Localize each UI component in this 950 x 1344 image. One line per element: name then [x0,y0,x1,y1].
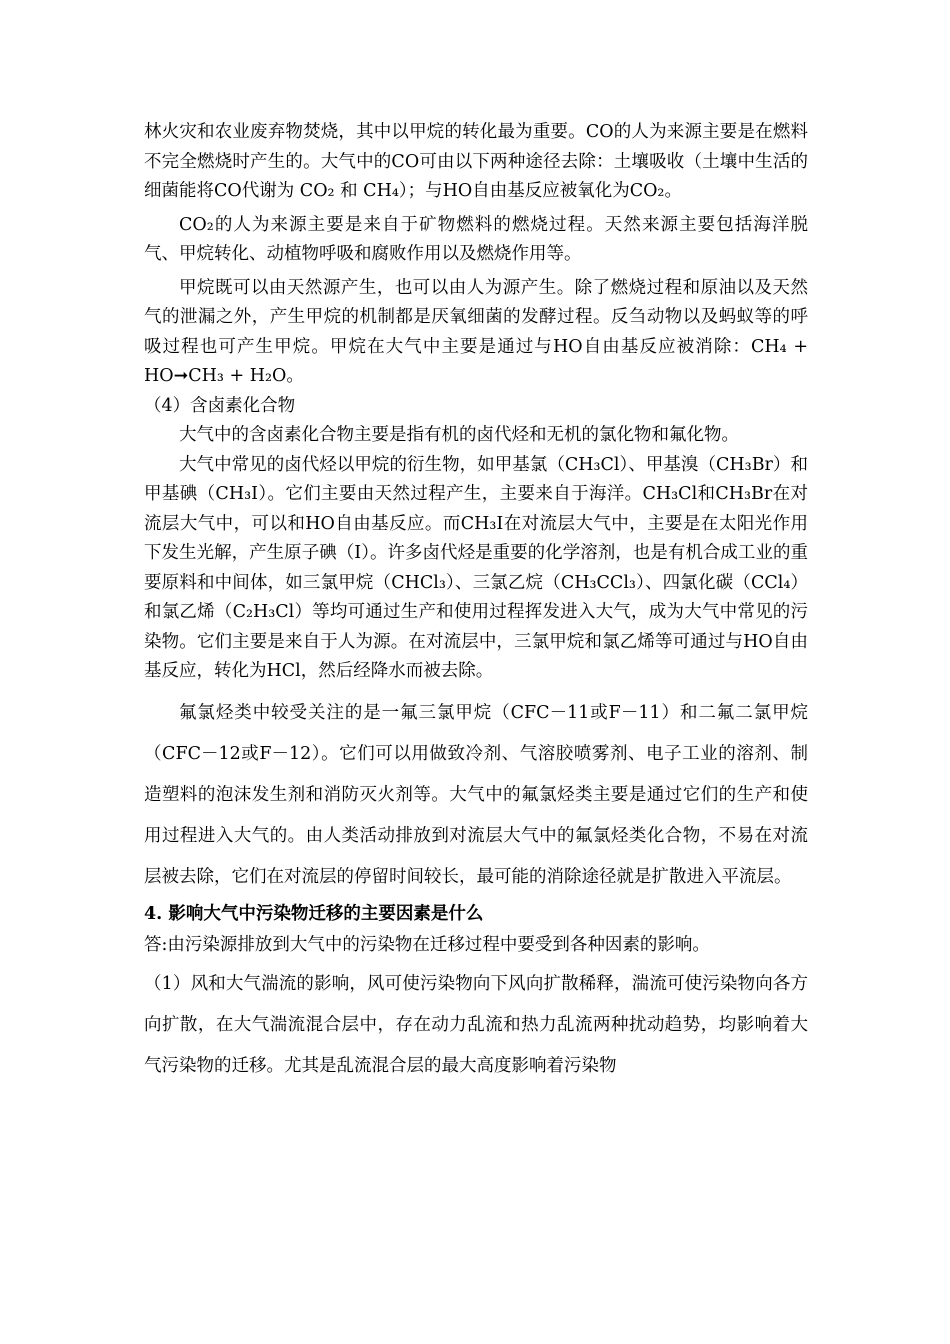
subheading-halogen-compounds: （4）含卤素化合物 [144,395,296,416]
paragraph-cfc: 氟氯烃类中较受关注的是一氟三氯甲烷（CFC－11或F－11）和二氟二氯甲烷（CFC－12或F－12）。它们可以用做致冷剂、气溶胶喷雾剂、电子工业的溶剂、制造塑料的泡沫发生剂和消防灭火剂等。大气中的氟氯烃类主要是通过它们的生产和使用过程进入大气的。由人类活动排放到对流层大气中的氟氯烃类化合物，不易在对流层被去除，它们在对流层的停留时间较长，最可能的消除途径就是扩散进入平流层。 [144,702,808,887]
paragraph-co-sources: 林火灾和农业废弃物焚烧，其中以甲烷的转化最为重要。CO的人为来源主要是在燃料不完全燃烧时产生的。大气中的CO可由以下两种途径去除：土壤吸收（土壤中生活的细菌能将CO代谢为 CO₂ 和 CH₄）；与HO自由基反应被氧化为CO₂。 [144,122,808,201]
answer-intro: 答:由污染源排放到大气中的污染物在迁移过程中要受到各种因素的影响。 [144,934,710,955]
document-body [144,118,808,1087]
question-heading: 4. 影响大气中污染物迁移的主要因素是什么 [144,903,484,924]
paragraph-halogen-definition: 大气中的含卤素化合物主要是指有机的卤代烃和无机的氯化物和氟化物。 [179,425,739,445]
paragraph-co2-sources: CO₂的人为来源主要是来自于矿物燃料的燃烧过程。天然来源主要包括海洋脱气、甲烷转化、动植物呼吸和腐败作用以及燃烧作用等。 [144,214,808,264]
paragraph-wind-turbulence: （1）风和大气湍流的影响，风可使污染物向下风向扩散稀释，湍流可使污染物向各方向扩散，在大气湍流混合层中，存在动力乱流和热力乱流两种扰动趋势，均影响着大气污染物的迁移。尤其是乱流混合层的最大高度影响着污染物 [144,974,808,1076]
paragraph-methane: 甲烷既可以由天然源产生，也可以由人为源产生。除了燃烧过程和原油以及天然气的泄漏之外，产生甲烷的机制都是厌氧细菌的发酵过程。反刍动物以及蚂蚁等的呼吸过程也可产生甲烷。甲烷在大气中主要是通过与HO自由基反应被消除：CH₄ + HO➞CH₃ + H₂O。 [144,277,808,386]
paragraph-halocarbons: 大气中常见的卤代烃以甲烷的衍生物，如甲基氯（CH₃Cl）、甲基溴（CH₃Br）和甲基碘（CH₃I）。它们主要由天然过程产生，主要来自于海洋。CH₃Cl和CH₃Br在对流层大气中，可以和HO自由基反应。而CH₃I在对流层大气中，主要是在太阳光作用下发生光解，产生原子碘（I）。许多卤代烃是重要的化学溶剂，也是有机合成工业的重要原料和中间体，如三氯甲烷（CHCl₃）、三氯乙烷（CH₃CCl₃）、四氯化碳（CCl₄）和氯乙烯（C₂H₃Cl）等均可通过生产和使用过程挥发进入大气，成为大气中常见的污染物。它们主要是来自于人为源。在对流层中，三氯甲烷和氯乙烯等可通过与HO自由基反应，转化为HCl，然后经降水而被去除。 [144,454,808,681]
